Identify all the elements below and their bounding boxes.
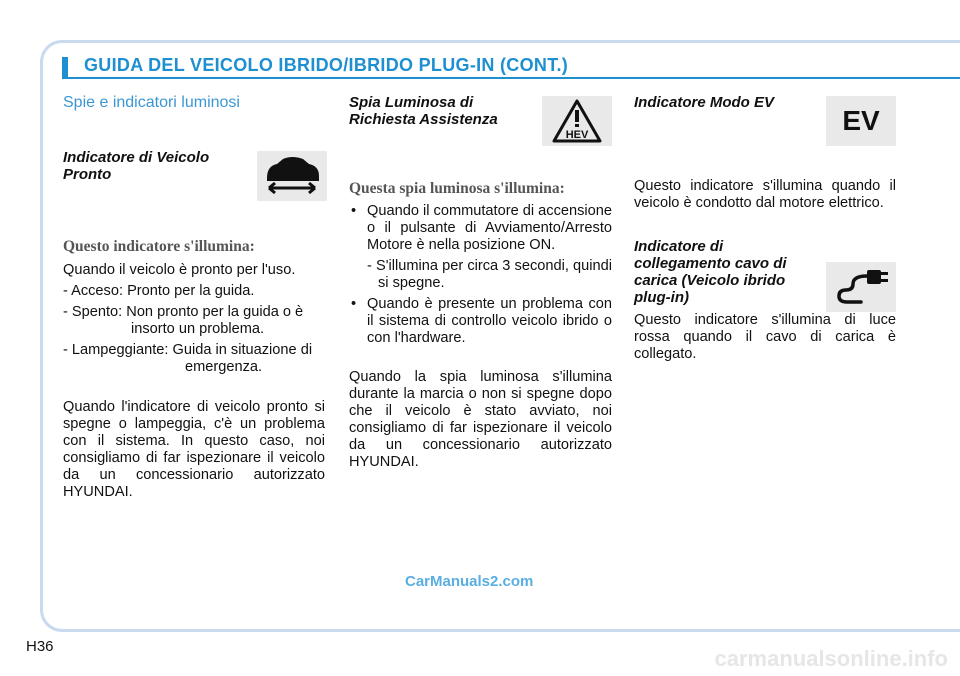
ready-item-on: - Acceso: Pronto per la guida. — [63, 283, 255, 299]
header-accent-bar — [62, 57, 68, 78]
service-bullet-2: • Quando è presente un problema con il sistema di controllo veicolo ibrido o con l'hardware. — [349, 296, 612, 347]
hev-icon-label: HEV — [565, 129, 589, 141]
plug-icon — [826, 262, 896, 312]
ready-item-blink: - Lampeggiante: Guida in situazione di emergenza. — [63, 342, 313, 375]
service-sub-bullet: - S'illumina per circa 3 secondi, quindi si spegne. — [367, 258, 612, 291]
ready-car-icon — [257, 151, 327, 201]
ev-mode-title: Indicatore Modo EV — [634, 94, 775, 111]
ready-item-off: - Spento: Non pronto per la guida o è insorto un problema. — [63, 304, 304, 337]
footer-site-watermark: carmanualsonline.info — [714, 646, 948, 671]
page-number: H36 — [26, 638, 54, 655]
service-lights-heading: Questa spia luminosa s'illumina: — [349, 180, 565, 197]
charge-cable-text: Questo indicatore s'illumina di luce rossa quando il cavo di carica è collegato. — [634, 312, 896, 362]
service-paragraph: Quando la spia luminosa s'illumina durante la marcia o non si spegne dopo che il veicolo è stato avviato, noi consigliamo di far ispezionare il veicolo da un concessionario autorizzato HYUNDAI. — [349, 369, 612, 470]
watermark-text: CarManuals2.com — [405, 573, 534, 590]
charge-cable-title: Indicatore di collegamento cavo di carica (Veicolo ibrido plug-in) — [634, 238, 787, 306]
ready-indicator-title: Indicatore di Veicolo Pronto — [63, 149, 210, 183]
ready-lights-heading: Questo indicatore s'illumina: — [63, 238, 255, 255]
ev-mode-text: Questo indicatore s'illumina quando il veicolo è condotto dal motore elettrico. — [634, 178, 896, 211]
hev-warning-icon — [542, 96, 612, 146]
ready-paragraph: Quando l'indicatore di veicolo pronto si spegne o lampeggia, c'è un problema con il sistema. In questo caso, noi consigliamo di far ispezionare il veicolo da un concessionario autorizzato HYUNDAI. — [63, 399, 325, 500]
column-2 — [349, 90, 612, 471]
ev-mode-icon — [826, 96, 896, 146]
service-light-title: Spia Luminosa di Richiesta Assistenza — [349, 94, 498, 128]
page-header-title: GUIDA DEL VEICOLO IBRIDO/IBRIDO PLUG-IN (CONT.) — [84, 55, 569, 75]
header-divider — [62, 77, 960, 79]
section-title: Spie e indicatori luminosi — [63, 94, 240, 111]
ready-intro: Quando il veicolo è pronto per l'uso. — [63, 262, 296, 278]
ev-icon-label: EV — [842, 105, 880, 136]
service-bullet-1: • Quando il commutatore di accensione o il pulsante di Avviamento/Arresto Motore è nella posizione ON. — [349, 203, 612, 254]
